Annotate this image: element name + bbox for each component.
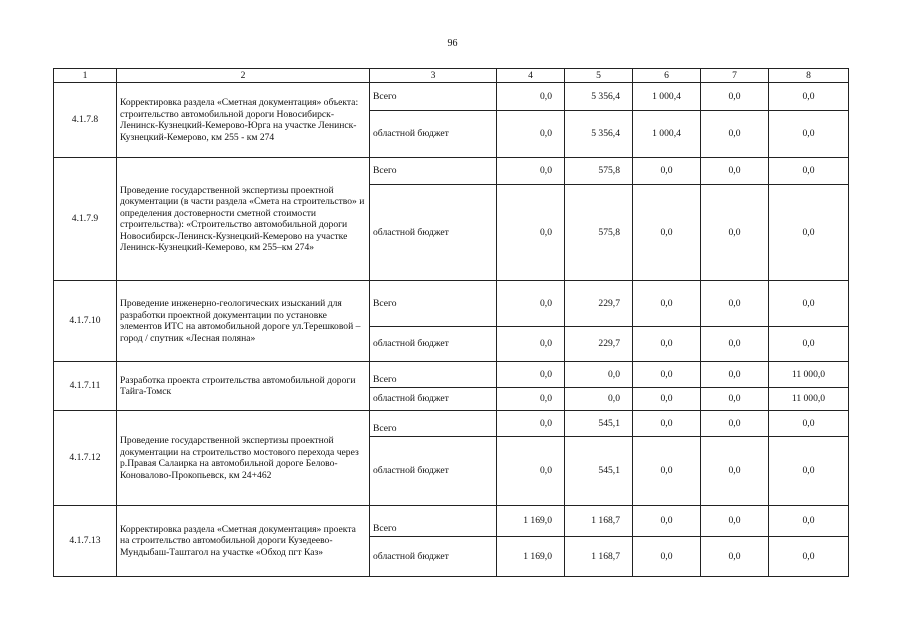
value-cell: 11 000,0 bbox=[769, 388, 849, 411]
table-row bbox=[54, 506, 849, 537]
header-cell: 7 bbox=[701, 69, 769, 83]
value-cell: 1 000,4 bbox=[633, 83, 701, 111]
table-row bbox=[54, 158, 849, 185]
funding-source: Всего bbox=[370, 281, 497, 327]
value-cell: 0,0 bbox=[497, 411, 565, 437]
value-cell: 0,0 bbox=[497, 281, 565, 327]
value-cell: 0,0 bbox=[701, 327, 769, 362]
header-row bbox=[54, 69, 849, 83]
value-cell: 0,0 bbox=[633, 537, 701, 577]
value-cell: 0,0 bbox=[565, 362, 633, 388]
value-cell: 5 356,4 bbox=[565, 111, 633, 158]
value-cell: 0,0 bbox=[701, 437, 769, 506]
value-cell: 0,0 bbox=[497, 111, 565, 158]
value-cell: 229,7 bbox=[565, 281, 633, 327]
header-cell: 1 bbox=[54, 69, 117, 83]
table-row bbox=[54, 83, 849, 111]
value-cell: 1 169,0 bbox=[497, 506, 565, 537]
value-cell: 0,0 bbox=[701, 83, 769, 111]
value-cell: 1 168,7 bbox=[565, 537, 633, 577]
value-cell: 0,0 bbox=[497, 388, 565, 411]
item-code: 4.1.7.11 bbox=[54, 362, 117, 411]
value-cell: 0,0 bbox=[497, 185, 565, 281]
item-code: 4.1.7.13 bbox=[54, 506, 117, 577]
value-cell: 0,0 bbox=[701, 362, 769, 388]
value-cell: 1 168,7 bbox=[565, 506, 633, 537]
table-row bbox=[54, 411, 849, 437]
value-cell: 0,0 bbox=[701, 111, 769, 158]
value-cell: 575,8 bbox=[565, 158, 633, 185]
value-cell: 0,0 bbox=[769, 437, 849, 506]
funding-source: Всего bbox=[370, 362, 497, 388]
value-cell: 0,0 bbox=[633, 506, 701, 537]
value-cell: 0,0 bbox=[633, 388, 701, 411]
value-cell: 0,0 bbox=[633, 158, 701, 185]
value-cell: 0,0 bbox=[769, 537, 849, 577]
value-cell: 0,0 bbox=[565, 388, 633, 411]
value-cell: 0,0 bbox=[633, 185, 701, 281]
item-code: 4.1.7.12 bbox=[54, 411, 117, 506]
value-cell: 11 000,0 bbox=[769, 362, 849, 388]
value-cell: 0,0 bbox=[701, 388, 769, 411]
value-cell: 545,1 bbox=[565, 437, 633, 506]
value-cell: 0,0 bbox=[769, 83, 849, 111]
page-number: 96 bbox=[447, 38, 458, 49]
header-cell: 4 bbox=[497, 69, 565, 83]
value-cell: 0,0 bbox=[701, 185, 769, 281]
item-description: Корректировка раздела «Сметная документация» объекта: строительство автомобильной дороги Новосибирск-Ленинск-Кузнецкий-Кемерово-Юрга на участке Ленинск-Кузнецкий-Кемерово, км 255 - км 274 bbox=[117, 83, 370, 158]
value-cell: 0,0 bbox=[633, 437, 701, 506]
funding-source: областной бюджет bbox=[370, 111, 497, 158]
value-cell: 0,0 bbox=[769, 411, 849, 437]
value-cell: 575,8 bbox=[565, 185, 633, 281]
value-cell: 0,0 bbox=[497, 83, 565, 111]
funding-source: Всего bbox=[370, 411, 497, 437]
header-cell: 5 bbox=[565, 69, 633, 83]
table-row bbox=[54, 362, 849, 388]
funding-source: областной бюджет bbox=[370, 388, 497, 411]
funding-source: областной бюджет bbox=[370, 327, 497, 362]
funding-source: областной бюджет bbox=[370, 437, 497, 506]
funding-source: Всего bbox=[370, 158, 497, 185]
item-code: 4.1.7.9 bbox=[54, 158, 117, 281]
item-description: Проведение государственной экспертизы проектной документации на строительство мостового перехода через р.Правая Салаирка на автомобильной дороге Белово-Коновалово-Прокопьевск, км 24+462 bbox=[117, 411, 370, 506]
value-cell: 0,0 bbox=[701, 281, 769, 327]
value-cell: 0,0 bbox=[497, 327, 565, 362]
item-code: 4.1.7.8 bbox=[54, 83, 117, 158]
value-cell: 0,0 bbox=[769, 185, 849, 281]
value-cell: 0,0 bbox=[769, 111, 849, 158]
value-cell: 0,0 bbox=[633, 327, 701, 362]
value-cell: 0,0 bbox=[497, 362, 565, 388]
header-cell: 3 bbox=[370, 69, 497, 83]
item-description: Разработка проекта строительства автомобильной дороги Тайга-Томск bbox=[117, 362, 370, 411]
value-cell: 1 000,4 bbox=[633, 111, 701, 158]
value-cell: 0,0 bbox=[497, 437, 565, 506]
item-description: Проведение инженерно-геологических изысканий для разработки проектной документации по установке элементов ИТС на автомобильной дороге ул.Терешковой – город / спутник «Лесная поляна» bbox=[117, 281, 370, 362]
value-cell: 0,0 bbox=[701, 506, 769, 537]
item-description: Корректировка раздела «Сметная документация» проекта на строительство автомобильной дороги Кузедеево-Мундыбаш-Таштагол на участке «Обход пгт Каз» bbox=[117, 506, 370, 577]
value-cell: 0,0 bbox=[633, 281, 701, 327]
value-cell: 229,7 bbox=[565, 327, 633, 362]
value-cell: 0,0 bbox=[769, 158, 849, 185]
value-cell: 545,1 bbox=[565, 411, 633, 437]
funding-source: Всего bbox=[370, 83, 497, 111]
value-cell: 5 356,4 bbox=[565, 83, 633, 111]
value-cell: 0,0 bbox=[701, 158, 769, 185]
value-cell: 0,0 bbox=[769, 506, 849, 537]
header-cell: 6 bbox=[633, 69, 701, 83]
header-cell: 8 bbox=[769, 69, 849, 83]
value-cell: 0,0 bbox=[769, 327, 849, 362]
value-cell: 0,0 bbox=[633, 411, 701, 437]
value-cell: 0,0 bbox=[701, 411, 769, 437]
funding-source: Всего bbox=[370, 506, 497, 537]
funding-source: областной бюджет bbox=[370, 185, 497, 281]
value-cell: 0,0 bbox=[701, 537, 769, 577]
header-cell: 2 bbox=[117, 69, 370, 83]
value-cell: 0,0 bbox=[769, 281, 849, 327]
budget-table bbox=[53, 68, 849, 577]
table-row bbox=[54, 281, 849, 327]
item-description: Проведение государственной экспертизы проектной документации (в части раздела «Смета на строительство» и определения достоверности сметной стоимости строительства): «Строительство автомобильной дороги Новосибирск-Ленинск-Кузнецкий-Кемерово на участке Ленинск-Кузнецкий-Кемерово, км 255–км 274» bbox=[117, 158, 370, 281]
value-cell: 0,0 bbox=[497, 158, 565, 185]
funding-source: областной бюджет bbox=[370, 537, 497, 577]
item-code: 4.1.7.10 bbox=[54, 281, 117, 362]
value-cell: 1 169,0 bbox=[497, 537, 565, 577]
value-cell: 0,0 bbox=[633, 362, 701, 388]
